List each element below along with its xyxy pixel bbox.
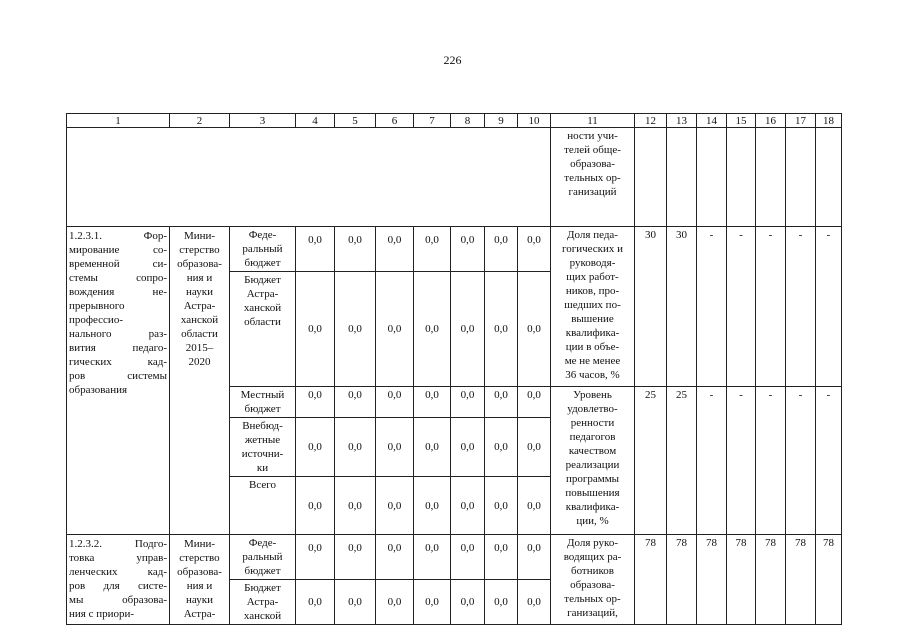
- value-cell: 0,0: [414, 418, 451, 477]
- indicator-value: -: [756, 387, 786, 535]
- value-cell: 0,0: [335, 535, 376, 580]
- value-cell: 0,0: [451, 477, 485, 535]
- indicator-value: -: [727, 387, 756, 535]
- source-label: Внебюд- жетные источни- ки: [230, 418, 296, 477]
- indicator-value: 78: [697, 535, 727, 625]
- value-cell: 0,0: [451, 418, 485, 477]
- row-1232-name: [67, 535, 170, 625]
- value-cell: 0,0: [296, 272, 335, 387]
- indicator-value: 78: [816, 535, 842, 625]
- text-line: стерство: [179, 552, 220, 564]
- value-cell: 0,0: [414, 477, 451, 535]
- text-line: ханской: [180, 314, 219, 326]
- text-line: телей обще-: [564, 144, 621, 156]
- value-cell: 0,0: [518, 477, 551, 535]
- column-number-8: 8: [451, 114, 485, 128]
- text-line: квалифика-: [565, 501, 620, 513]
- program-table: [66, 113, 842, 625]
- indicator-value: 78: [786, 535, 816, 625]
- indicator-value: -: [816, 387, 842, 535]
- row-1232-executor: [170, 535, 230, 625]
- text-line: ния с приори-: [69, 608, 135, 620]
- value-cell: 0,0: [518, 272, 551, 387]
- text-line: Мини-: [183, 230, 216, 242]
- value-cell: 0,0: [518, 418, 551, 477]
- text-line: ренности: [570, 417, 615, 429]
- column-number-3: 3: [230, 114, 296, 128]
- text-line: качеством: [568, 445, 617, 457]
- column-number-10: 10: [518, 114, 551, 128]
- value-cell: 0,0: [485, 227, 518, 272]
- text-line: науки: [186, 286, 213, 298]
- text-line: Астра-: [183, 608, 216, 620]
- row-1231-indicator-1: [551, 227, 635, 387]
- text-line: щих работ-: [566, 271, 619, 283]
- value-cell: 0,0: [335, 387, 376, 418]
- value-cell: 0,0: [485, 477, 518, 535]
- indicator-value: -: [816, 227, 842, 387]
- text-line: ния и: [186, 580, 213, 592]
- value-cell: 0,0: [451, 387, 485, 418]
- text-line: Астра-: [183, 300, 216, 312]
- indicator-value: -: [756, 227, 786, 387]
- row-1232-indicator: [551, 535, 635, 625]
- text-line: гогических и: [561, 243, 624, 255]
- value-cell: 0,0: [296, 227, 335, 272]
- value-cell: 0,0: [376, 477, 414, 535]
- value-cell: 0,0: [414, 580, 451, 625]
- text-line: профессио-: [69, 314, 123, 326]
- continuation-row: [67, 128, 842, 227]
- text-line: стерство: [179, 244, 220, 256]
- value-cell: 0,0: [518, 227, 551, 272]
- text-line: нального раз-: [69, 328, 167, 340]
- page-number: 226: [443, 53, 462, 67]
- text-line: Доля педа-: [567, 229, 618, 241]
- value-cell: 0,0: [296, 387, 335, 418]
- indicator-value: 78: [635, 535, 667, 625]
- indicator-value: 78: [727, 535, 756, 625]
- text-line: ров для систе-: [69, 580, 167, 592]
- value-cell: 0,0: [451, 272, 485, 387]
- text-line: образова-: [177, 566, 222, 578]
- text-line: гических кад-: [69, 356, 167, 368]
- indicator-value: -: [786, 227, 816, 387]
- text-line: ции, %: [576, 515, 609, 527]
- indicator-value: 25: [667, 387, 697, 535]
- text-line: ганизаций,: [567, 607, 618, 619]
- text-line: руководя-: [569, 257, 616, 269]
- value-cell: 0,0: [414, 272, 451, 387]
- row-1231-indicator-2: [551, 387, 635, 535]
- text-line: образова-: [570, 579, 615, 591]
- value-cell: 0,0: [376, 418, 414, 477]
- text-line: водящих ра-: [563, 551, 622, 563]
- column-number-14: 14: [697, 114, 727, 128]
- text-line: ганизаций: [568, 186, 617, 198]
- row-1232-federal: [67, 535, 842, 580]
- value-cell: 0,0: [376, 227, 414, 272]
- value-cell: 0,0: [296, 580, 335, 625]
- text-line: области: [181, 328, 218, 340]
- row-1231-federal: [67, 227, 842, 272]
- text-line: ботников: [570, 565, 614, 577]
- column-number-6: 6: [376, 114, 414, 128]
- text-line: товка управ-: [69, 552, 167, 564]
- value-cell: 0,0: [335, 477, 376, 535]
- source-label: Феде- ральный бюджет: [230, 227, 296, 272]
- text-line: прерывного: [69, 300, 125, 312]
- value-cell: 0,0: [485, 418, 518, 477]
- continuation-empty-cell: [67, 128, 551, 227]
- indicator-value: 30: [635, 227, 667, 387]
- text-line: ников, про-: [565, 285, 620, 297]
- column-number-2: 2: [170, 114, 230, 128]
- text-line: повышения: [565, 487, 620, 499]
- indicator-value: -: [727, 227, 756, 387]
- text-line: тельных ор-: [564, 593, 621, 605]
- value-cell: 0,0: [335, 272, 376, 387]
- text-line: педагогов: [569, 431, 616, 443]
- value-cell: 0,0: [485, 580, 518, 625]
- value-cell: 0,0: [518, 580, 551, 625]
- column-number-1: 1: [67, 114, 170, 128]
- text-line: квалифика-: [565, 327, 620, 339]
- column-number-7: 7: [414, 114, 451, 128]
- value-cell: 0,0: [518, 535, 551, 580]
- value-cell: 0,0: [485, 535, 518, 580]
- column-number-16: 16: [756, 114, 786, 128]
- column-number-12: 12: [635, 114, 667, 128]
- text-line: ции в объе-: [565, 341, 620, 353]
- value-cell: 0,0: [485, 387, 518, 418]
- source-label: Всего: [230, 477, 296, 535]
- text-line: реализации: [565, 459, 620, 471]
- continuation-indicator: [551, 128, 635, 227]
- text-line: мирование со-: [69, 244, 167, 256]
- text-line: шедших по-: [564, 299, 621, 311]
- value-cell: 0,0: [376, 387, 414, 418]
- text-line: ности учи-: [567, 130, 618, 142]
- text-line: Доля руко-: [567, 537, 618, 549]
- value-cell: 0,0: [296, 418, 335, 477]
- text-line: ленческих кад-: [69, 566, 167, 578]
- text-line: вития педаго-: [69, 342, 167, 354]
- source-label: Бюджет Астра- ханской: [230, 580, 296, 625]
- column-number-9: 9: [485, 114, 518, 128]
- value-cell: 0,0: [335, 580, 376, 625]
- text-line: образова-: [570, 158, 615, 170]
- column-number-17: 17: [786, 114, 816, 128]
- value-cell: 0,0: [451, 227, 485, 272]
- source-label: Местный бюджет: [230, 387, 296, 418]
- column-number-15: 15: [727, 114, 756, 128]
- text-line: Мини-: [183, 538, 216, 550]
- text-line: ния и: [186, 272, 213, 284]
- indicator-value: -: [697, 387, 727, 535]
- text-line: удовлетво-: [567, 403, 618, 415]
- header-row: [67, 114, 842, 128]
- value-cell: 0,0: [451, 535, 485, 580]
- text-line: стемы сопро-: [69, 272, 167, 284]
- indicator-value: 30: [667, 227, 697, 387]
- value-cell: 0,0: [335, 418, 376, 477]
- text-line: 2015–: [185, 342, 214, 354]
- text-line: Уровень: [573, 389, 612, 401]
- value-cell: 0,0: [451, 580, 485, 625]
- column-number-4: 4: [296, 114, 335, 128]
- value-cell: 0,0: [296, 535, 335, 580]
- value-cell: 0,0: [376, 272, 414, 387]
- row-1231-name: [67, 227, 170, 535]
- column-number-13: 13: [667, 114, 697, 128]
- text-line: тельных ор-: [564, 172, 621, 184]
- text-line: временной си-: [69, 258, 167, 270]
- value-cell: 0,0: [485, 272, 518, 387]
- value-cell: 0,0: [335, 227, 376, 272]
- text-line: науки: [186, 594, 213, 606]
- indicator-value: -: [697, 227, 727, 387]
- value-cell: 0,0: [414, 387, 451, 418]
- row-1231-executor: [170, 227, 230, 535]
- column-number-18: 18: [816, 114, 842, 128]
- indicator-value: 78: [756, 535, 786, 625]
- text-line: образования: [69, 384, 128, 396]
- text-line: вышение: [571, 313, 614, 325]
- source-label: Бюджет Астра- ханской области: [230, 272, 296, 387]
- value-cell: 0,0: [518, 387, 551, 418]
- indicator-value: -: [786, 387, 816, 535]
- value-cell: 0,0: [414, 227, 451, 272]
- text-line: 1.2.3.2. Подго-: [69, 538, 167, 550]
- text-line: мы образова-: [69, 594, 167, 606]
- value-cell: 0,0: [296, 477, 335, 535]
- text-line: образова-: [177, 258, 222, 270]
- text-line: ме не менее: [564, 355, 621, 367]
- text-line: 2020: [188, 356, 211, 368]
- value-cell: 0,0: [376, 580, 414, 625]
- text-line: программы: [565, 473, 620, 485]
- indicator-value: 78: [667, 535, 697, 625]
- value-cell: 0,0: [414, 535, 451, 580]
- text-line: вождения не-: [69, 286, 167, 298]
- text-line: ров системы: [69, 370, 167, 382]
- value-cell: 0,0: [376, 535, 414, 580]
- column-number-5: 5: [335, 114, 376, 128]
- text-line: 1.2.3.1. Фор-: [69, 230, 167, 242]
- column-number-11: 11: [551, 114, 635, 128]
- source-label: Феде- ральный бюджет: [230, 535, 296, 580]
- indicator-value: 25: [635, 387, 667, 535]
- text-line: 36 часов, %: [565, 369, 620, 381]
